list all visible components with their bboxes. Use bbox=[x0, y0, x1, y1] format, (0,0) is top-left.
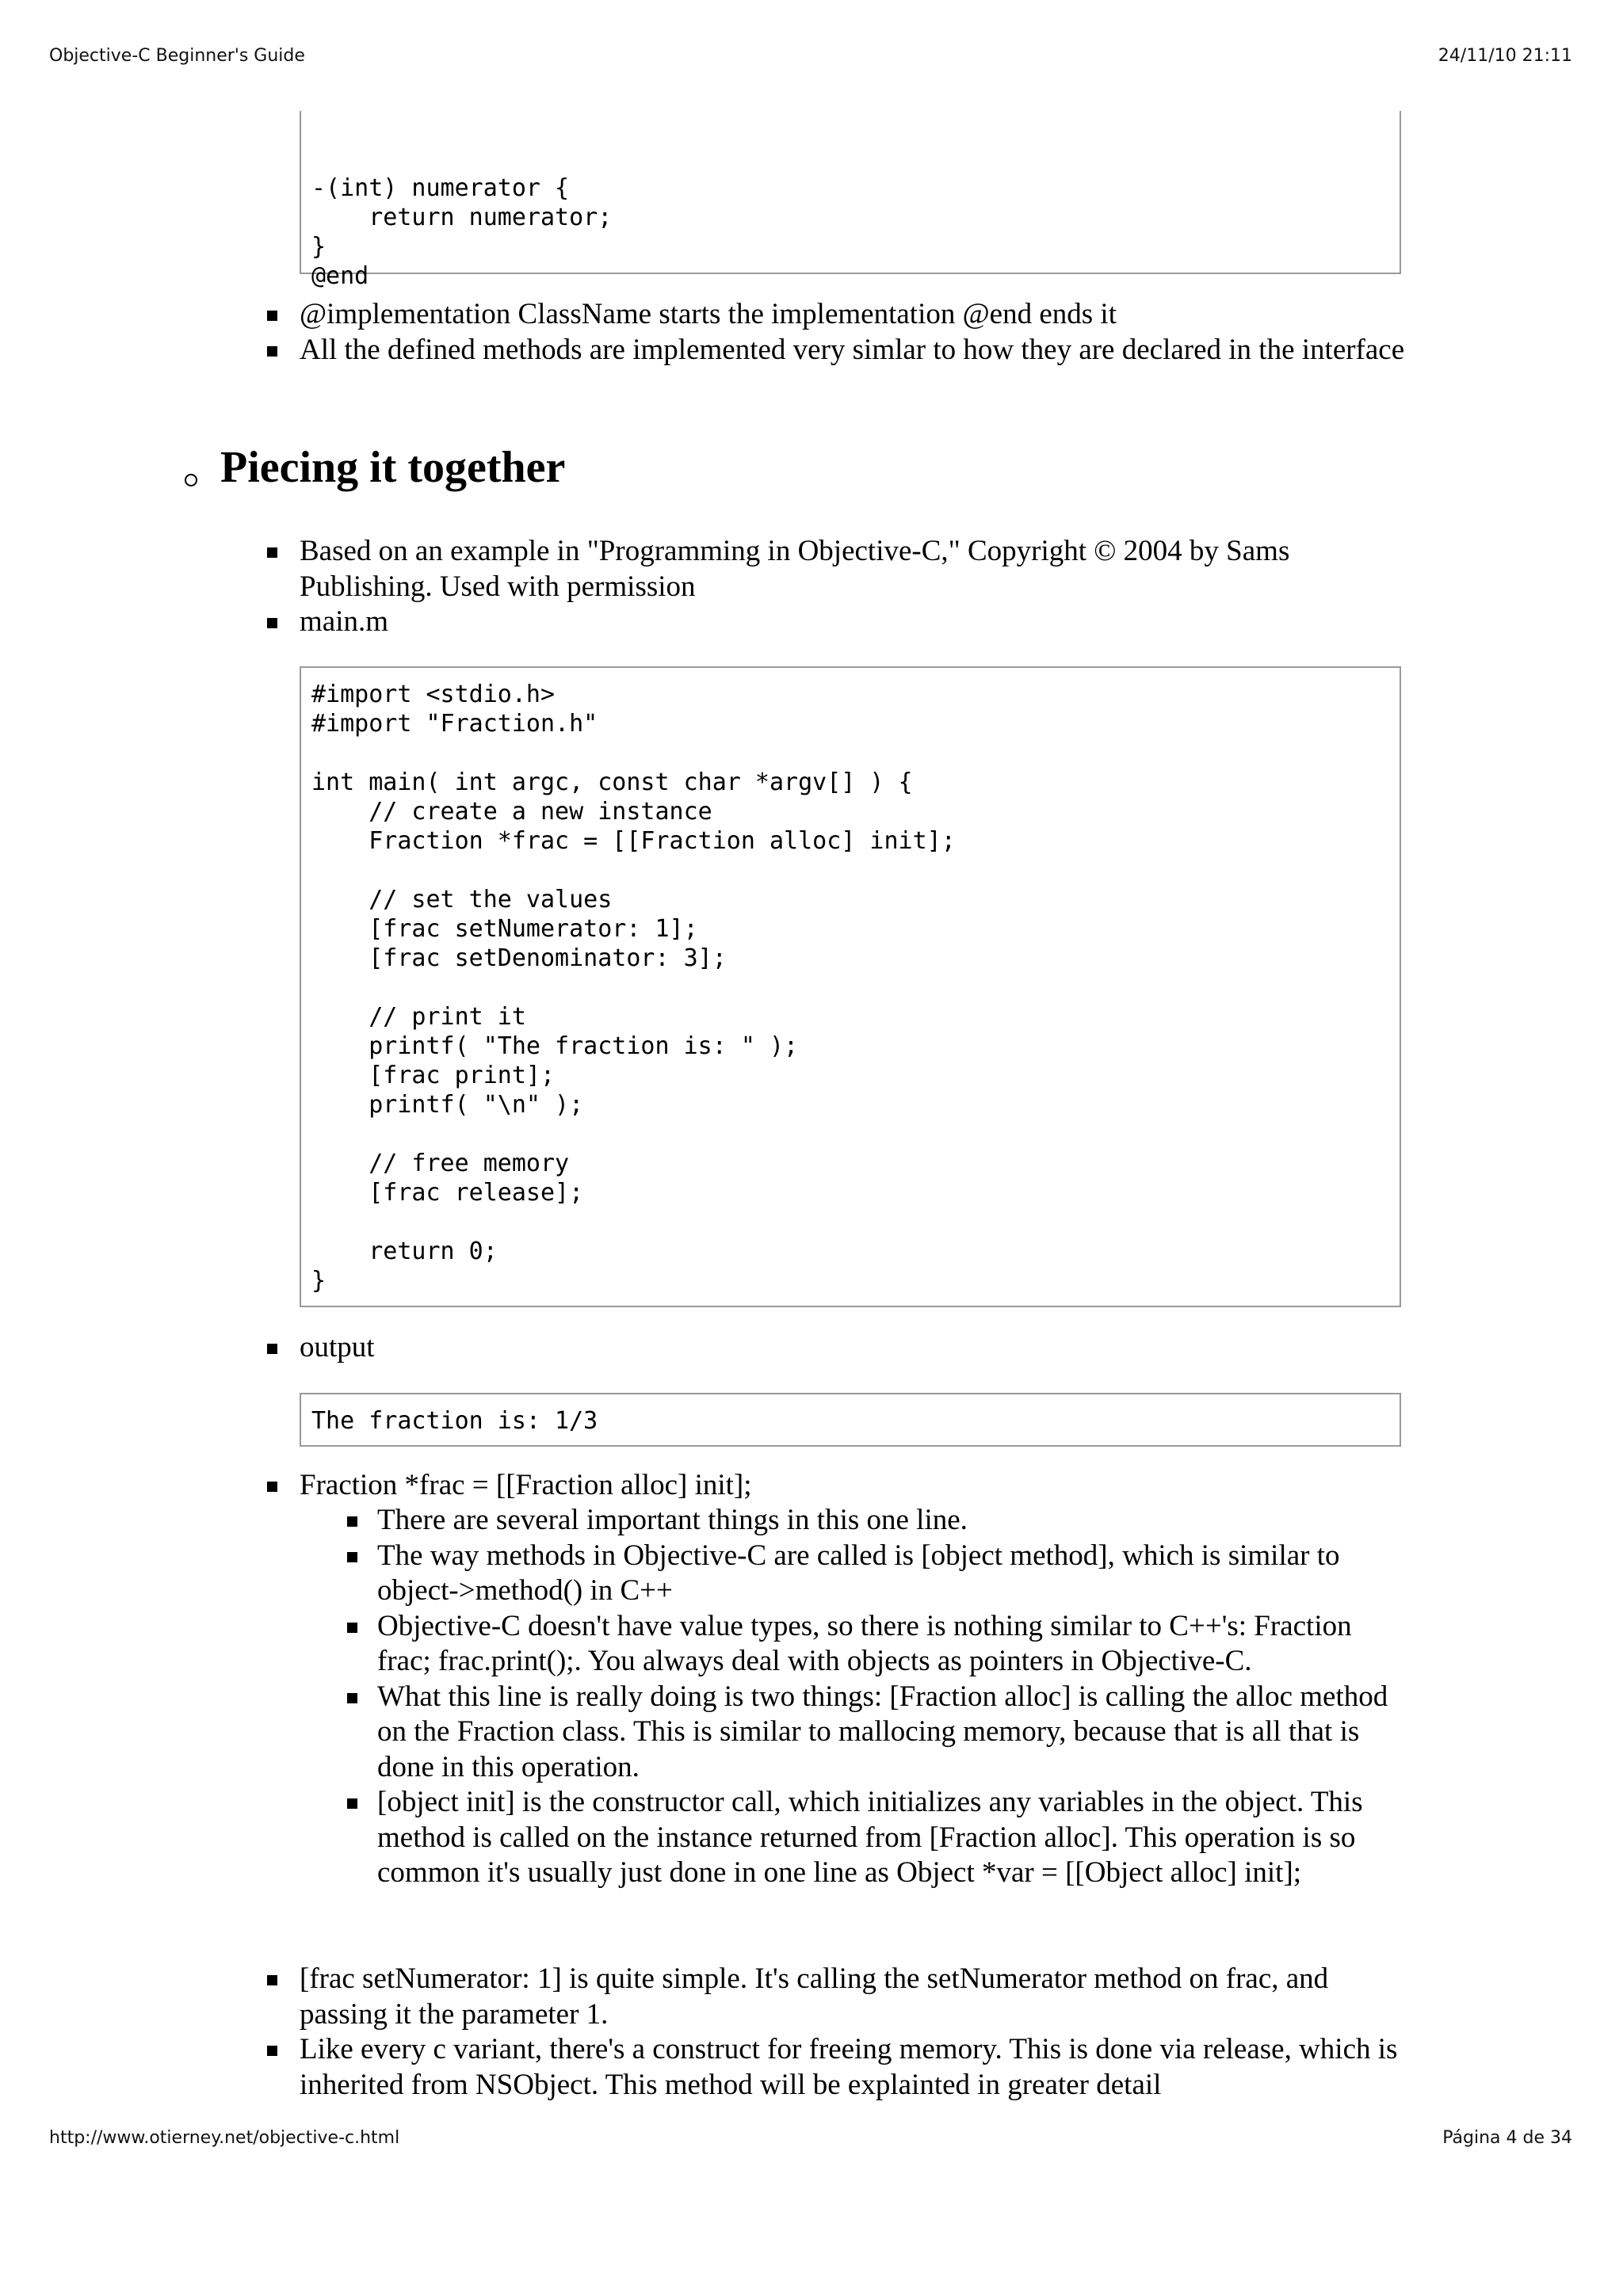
bullet-list-implementation bbox=[300, 297, 1406, 368]
list-item: [object init] is the constructor call, which initializes any variables in the object. This method is called on the instance returned from [Fraction alloc]. This operation is so common it's usually just done in one line as Object *var = [[Object alloc] init]; bbox=[377, 1785, 1406, 1891]
section-heading: Piecing it together bbox=[220, 443, 566, 492]
bullet-list-fraction bbox=[300, 1468, 1406, 1504]
circle-bullet-icon bbox=[185, 474, 197, 486]
bullet-list-source bbox=[300, 534, 1406, 640]
list-item: The way methods in Objective-C are called is [object method], which is similar to object->method() in C++ bbox=[377, 1539, 1406, 1609]
footer-page-number: Página 4 de 34 bbox=[1442, 2128, 1572, 2148]
list-item: output bbox=[300, 1330, 1406, 1366]
list-item: All the defined methods are implemented very simlar to how they are declared in the interface bbox=[300, 333, 1406, 368]
bullet-list-output bbox=[300, 1330, 1406, 1366]
list-item: Based on an example in "Programming in Objective-C," Copyright © 2004 by Sams Publishing. Used with permission bbox=[300, 534, 1406, 605]
list-item: main.m bbox=[300, 605, 1406, 640]
code-block-main-m bbox=[300, 666, 1401, 1307]
sub-bullet-list bbox=[377, 1503, 1406, 1891]
list-item: There are several important things in this one line. bbox=[377, 1503, 1406, 1539]
code-text: The fraction is: 1/3 bbox=[311, 1407, 598, 1435]
footer-url: http://www.otierney.net/objective-c.html bbox=[49, 2128, 400, 2148]
code-text: -(int) numerator { return numerator; } @end bbox=[311, 174, 613, 290]
list-item: @implementation ClassName starts the implementation @end ends it bbox=[300, 297, 1406, 333]
header-title: Objective-C Beginner's Guide bbox=[49, 46, 305, 66]
code-block-implementation-end bbox=[300, 111, 1401, 290]
list-item: Fraction *frac = [[Fraction alloc] init]; bbox=[300, 1468, 1406, 1504]
code-block-output bbox=[300, 1393, 1401, 1447]
bullet-list-release bbox=[300, 1962, 1406, 2103]
list-item: What this line is really doing is two things: [Fraction alloc] is calling the alloc method on the Fraction class. This is similar to mallocing memory, because that is all that is done in this operation. bbox=[377, 1680, 1406, 1786]
list-item: Like every c variant, there's a construct for freeing memory. This is done via release, which is inherited from NSObject. This method will be explainted in greater detail bbox=[300, 2032, 1406, 2103]
header-datetime: 24/11/10 21:11 bbox=[1438, 46, 1572, 66]
code-text: #import <stdio.h> #import "Fraction.h" int main( int argc, const char *argv[] ) { // create a new instance Fraction *frac = [[Fraction alloc] init]; // set the values [frac setNumerator: 1]; [frac setDenominator: 3]; // print it printf( "The fraction is: " ); [frac print]; printf( "\n" ); // free memory [frac release]; return 0; } bbox=[311, 681, 956, 1295]
list-item: Objective-C doesn't have value types, so there is nothing similar to C++'s: Fraction frac; frac.print();. You always deal with objects as pointers in Objective-C. bbox=[377, 1609, 1406, 1680]
list-item: [frac setNumerator: 1] is quite simple. It's calling the setNumerator method on frac, and passing it the parameter 1. bbox=[300, 1962, 1406, 2032]
